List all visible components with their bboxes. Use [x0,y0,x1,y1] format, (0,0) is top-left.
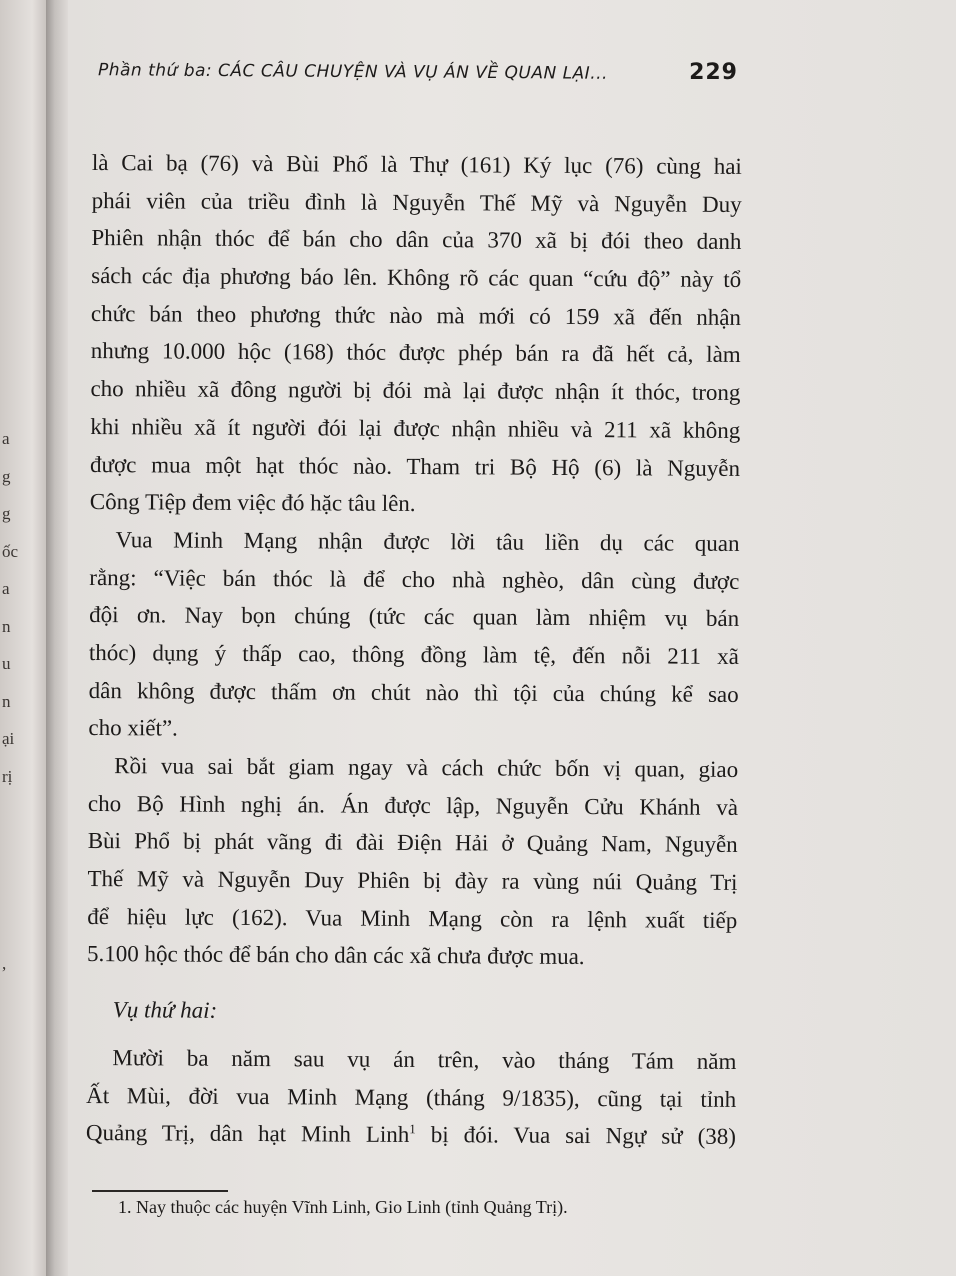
footnote-marker: 1 [409,1121,416,1137]
text-line: nhưng 10.000 hộc (168) thóc được phép bán ra đã hết cả, làm [90,338,741,368]
left-letter [0,795,46,833]
left-letter [0,870,46,908]
text-line: dân không được thấm ơn chút nào thì tội của chúng kể sao [88,677,739,707]
left-letter: ốc [2,541,19,561]
left-letter: g [2,504,11,523]
header-title: Phần thứ ba: CÁC CÂU CHUYỆN VÀ VỤ ÁN VỀ QUAN LẠI... [97,60,609,84]
paragraph-3 [87,747,738,977]
text-line: đội ơn. Nay bọn chúng (tức các quan làm nhiệm vụ bán [89,602,740,632]
footnote-divider [92,1190,228,1192]
text-line: cho Bộ Hình nghị án. Án được lập, Nguyễn Cửu Khánh và [87,790,739,820]
text-line: là Cai bạ (76) và Bùi Phổ là Thự (161) Ký lục (76) cùng hai [91,149,742,179]
text-line: để hiệu lực (162). Vua Minh Mạng còn ra lệnh xuất tiếp [87,903,738,933]
paragraph-1 [90,144,742,525]
left-letter: , [2,954,7,973]
text-line: chức bán theo phương thức nào mà mới có 159 xã đến nhận [90,300,742,330]
page-number: 229 [689,59,738,85]
subheading: Vụ thứ hai: [112,997,218,1023]
left-letter: u [2,654,11,673]
left-letter: n [2,691,11,711]
text-line: Bùi Phổ bị phát vãng đi đài Điện Hải ở Quảng Nam, Nguyễn [87,828,738,858]
text-fragment: Quảng Trị, dân hạt Minh Linh [85,1120,410,1148]
text-line [86,1114,736,1156]
text-line: sách các địa phương báo lên. Không rõ các quan “cứu độ” này tổ [91,263,742,293]
text-line: Công Tiệp đem việc đó hặc tâu lên. [89,489,416,517]
footnote: 1. Nay thuộc các huyện Vĩnh Linh, Gio Linh (tỉnh Quảng Trị). [118,1197,568,1217]
text-line: cho nhiều xã đông người bị đói mà lại được nhận ít thóc, trong [90,376,741,406]
text-line: Thế Mỹ và Nguyễn Duy Phiên bị đày ra vùng núi Quảng Trị [87,866,738,896]
body-text [86,144,742,1156]
left-page-edge [0,0,46,1276]
running-header [98,52,738,92]
left-letter: rị [2,766,13,786]
left-letter: a [2,429,10,448]
book-gutter [46,0,68,1276]
text-line: Rồi vua sai bắt giam ngay và cách chức bốn vị quan, giao [114,753,739,782]
left-letter: g [2,466,11,486]
left-page-letters [0,420,46,983]
text-line: rằng: “Việc bán thóc là để cho nhà nghèo, dân cùng được [89,564,740,594]
paragraph-2 [88,521,739,751]
text-line: khi nhiều xã ít người đói lại được nhận nhiều và 211 xã không [90,413,741,443]
left-letter: a [2,579,10,598]
text-line: được mua một hạt thóc nào. Tham tri Bộ Hộ (6) là Nguyễn [89,451,741,481]
text-line: Phiên nhận thóc để bán cho dân của 370 xã bị đói theo danh [91,225,742,255]
text-line: Mười ba năm sau vụ án trên, vào tháng Tám năm [112,1044,737,1074]
text-line: thóc) dụng ý thấp cao, thông đồng làm tệ, đến nỗi 211 xã [88,639,739,669]
text-line: 5.100 hộc thóc để bán cho dân các xã chưa được mua. [86,941,585,970]
text-line: cho xiết”. [88,715,178,741]
left-letter [0,833,46,871]
left-letter [0,908,46,946]
left-letter: n [2,616,11,636]
paragraph-4 [86,1039,737,1156]
text-line: phái viên của triều đình là Nguyễn Thế Mỹ và Nguyễn Duy [91,187,742,217]
text-line: Ất Mùi, đời vua Minh Mạng (tháng 9/1835), cũng tại tỉnh [86,1082,737,1112]
left-letter: ại [2,729,15,748]
text-fragment: bị đói. Vua sai Ngự sử (38) [415,1122,737,1150]
text-line: Vua Minh Mạng nhận được lời tâu liền dụ các quan [115,527,740,556]
